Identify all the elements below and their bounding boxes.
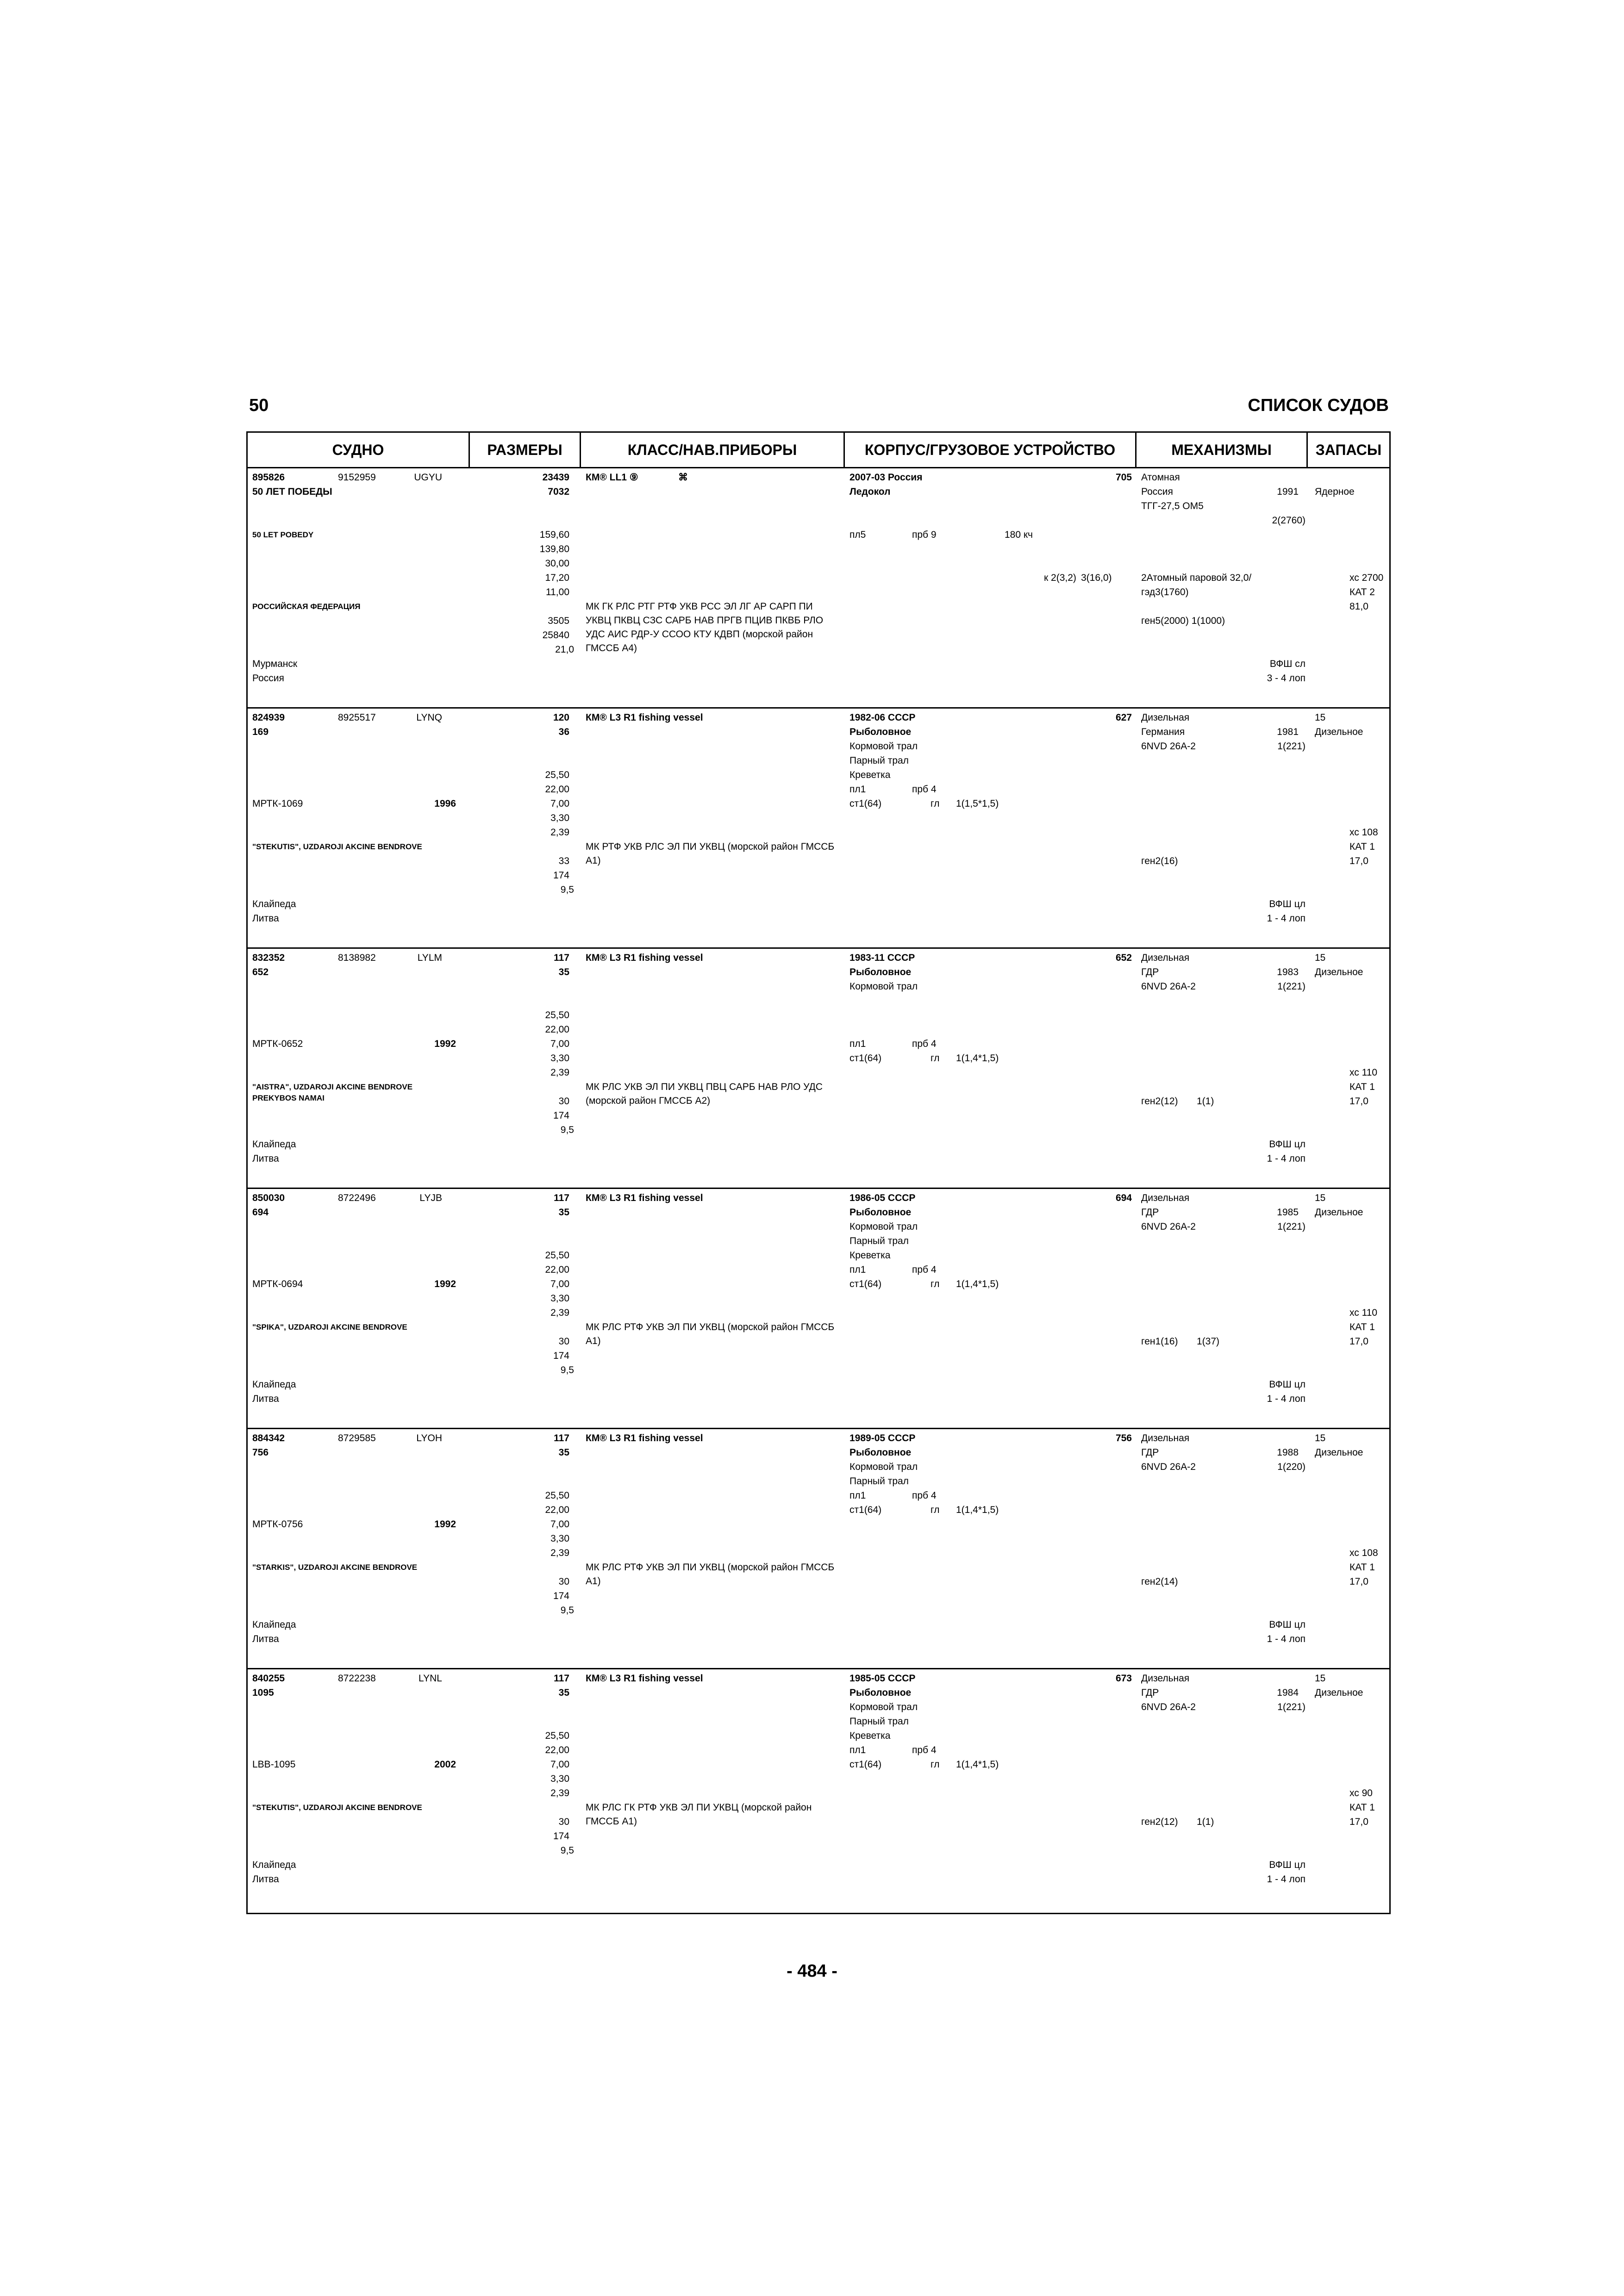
build-number: 652	[1115, 952, 1132, 963]
engine-country: ГДР	[1141, 1447, 1159, 1458]
imo-number: 8138982	[338, 952, 376, 963]
hull-id-year: 1992	[434, 1279, 456, 1289]
fishing-gear: Кормовой трал	[849, 1462, 918, 1472]
dimension-value: 22,00	[545, 1024, 569, 1035]
propeller-blades: 1 - 4 лоп	[1267, 1634, 1305, 1644]
engine-year: 1985	[1277, 1207, 1299, 1218]
propeller: ВФШ цл	[1269, 1619, 1305, 1630]
vessel-record	[248, 1668, 1389, 1911]
hull-param: ст1(64)	[849, 1759, 882, 1770]
register-number: 895826	[252, 472, 285, 483]
callsign: LYLM	[417, 952, 442, 963]
hull-param: гл	[931, 798, 940, 809]
vessel-record	[248, 707, 1389, 949]
vessel-latin-name: 50 LET POBEDY	[252, 530, 314, 539]
fishing-gear: Кормовой трал	[849, 741, 918, 752]
dimension-value: 9,5	[560, 884, 574, 895]
fishing-gear: Креветка	[849, 770, 891, 780]
vessel-type: Рыболовное	[849, 1447, 912, 1458]
fuel-type: Дизельное	[1315, 1207, 1363, 1218]
home-port: Клайпеда	[252, 899, 296, 909]
build-number: 705	[1115, 472, 1132, 483]
generators-aux: 1(1)	[1197, 1817, 1214, 1827]
supply-value: 17,0	[1349, 856, 1368, 866]
hull-param: пл5	[849, 529, 866, 540]
dimension-value: 30	[558, 1817, 569, 1827]
hull-param: прб 4	[912, 784, 937, 795]
imo-number: 8729585	[338, 1433, 376, 1444]
engine-power: 1(220)	[1277, 1462, 1305, 1472]
engine-type: Дизельная	[1141, 712, 1190, 723]
class-notation: КМ® L3 R1 fishing vessel	[586, 712, 703, 723]
dimension-value: 9,5	[560, 1365, 574, 1375]
dimension-value: 25,50	[545, 1730, 569, 1741]
vessel-record	[248, 1188, 1389, 1429]
build-date-country: 1986-05 СССР	[849, 1193, 916, 1203]
supply-value: 81,0	[1349, 601, 1368, 612]
hull-param: 180 кч	[1005, 529, 1033, 540]
dimension-value: 7,00	[550, 1759, 569, 1770]
engine-model: 6NVD 26A-2	[1141, 1221, 1196, 1232]
engine-power: 2(2760)	[1272, 515, 1305, 526]
owner-line-2: PREKYBOS NAMAI	[252, 1094, 325, 1102]
supply-xs: хс 110	[1349, 1307, 1378, 1318]
engine-year: 1983	[1277, 967, 1299, 977]
dimension-value: 25,50	[545, 1250, 569, 1261]
nav-equipment: МК РТФ УКВ РЛС ЭЛ ПИ УКВЦ (морской район ГМССБ А1)	[586, 841, 835, 866]
dimension-value: 174	[553, 1110, 569, 1121]
class-notation: КМ® LL1 ⑨	[586, 472, 638, 483]
engine-country: ГДР	[1141, 1207, 1159, 1218]
hull-param: 1(1,4*1,5)	[956, 1505, 999, 1515]
dimension-value: 25,50	[545, 770, 569, 780]
engine-country: Германия	[1141, 727, 1185, 737]
owner: "SPIKA", UZDAROJI AKCINE BENDROVE	[252, 1323, 407, 1332]
dimension-value: 25,50	[545, 1490, 569, 1501]
dimension-value: 3505	[548, 616, 569, 626]
vessel-type: Рыболовное	[849, 967, 912, 977]
dimension-value: 174	[553, 870, 569, 881]
owner: "STEKUTIS", UZDAROJI AKCINE BENDROVE	[252, 1803, 422, 1812]
dimension-value: 7,00	[550, 1279, 569, 1289]
engine-model: 6NVD 26A-2	[1141, 1702, 1196, 1712]
flag-country: Литва	[252, 1153, 279, 1164]
propeller-blades: 1 - 4 лоп	[1267, 1394, 1305, 1404]
imo-number: 9152959	[338, 472, 376, 483]
hull-param: пл1	[849, 1745, 866, 1755]
generators-aux: 1(1)	[1197, 1096, 1214, 1107]
supply-xs: хс 108	[1349, 1548, 1378, 1558]
fuel-type: Дизельное	[1315, 1447, 1363, 1458]
hull-id: МРТК-1069	[252, 798, 303, 809]
engine-country: Россия	[1141, 486, 1173, 497]
hull-param: прб 9	[912, 529, 937, 540]
vessel-record	[248, 467, 1389, 709]
hull-id: МРТК-0756	[252, 1519, 303, 1530]
dimension-value: 30,00	[545, 558, 569, 569]
hull-param: ст1(64)	[849, 1053, 882, 1064]
dimension-value: 2,39	[550, 1788, 569, 1798]
propeller-blades: 1 - 4 лоп	[1267, 1153, 1305, 1164]
owner: "AISTRA", UZDAROJI AKCINE BENDROVE	[252, 1083, 413, 1091]
fishing-gear: Парный трал	[849, 1476, 909, 1487]
supply-xs: хс 108	[1349, 827, 1378, 838]
vessel-type: Рыболовное	[849, 1687, 912, 1698]
hull-param: гл	[931, 1279, 940, 1289]
dimension-value: 36	[558, 727, 569, 737]
hull-param: пл1	[849, 1490, 866, 1501]
supply-category: КАТ 1	[1349, 1562, 1375, 1573]
dimension-value: 117	[554, 1673, 569, 1684]
hull-param: прб 4	[912, 1490, 937, 1501]
nav-equipment: МК РЛС УКВ ЭЛ ПИ УКВЦ ПВЦ САРБ НАВ РЛО УДС (морской район ГМССБ А2)	[586, 1082, 823, 1106]
dimension-value: 2,39	[550, 1067, 569, 1078]
imo-number: 8925517	[338, 712, 376, 723]
flag-country: Литва	[252, 1394, 279, 1404]
engine-year: 1988	[1277, 1447, 1299, 1458]
dimension-value: 22,00	[545, 784, 569, 795]
hull-param: 1(1,4*1,5)	[956, 1759, 999, 1770]
col-header-supplies: ЗАПАСЫ	[1315, 442, 1382, 458]
dimension-value: 30	[558, 1096, 569, 1107]
build-number: 694	[1115, 1193, 1132, 1203]
home-port: Мурманск	[252, 659, 298, 669]
hull-id: LBB-1095	[252, 1759, 296, 1770]
dimension-value: 3,30	[550, 1773, 569, 1784]
callsign: LYOH	[416, 1433, 442, 1444]
engine-model: ТГГ-27,5 ОМ5	[1141, 501, 1204, 511]
fishing-gear: Креветка	[849, 1730, 891, 1741]
page-title: СПИСОК СУДОВ	[1248, 396, 1389, 415]
hull-id-year: 2002	[434, 1759, 456, 1770]
generators: ген2(12)	[1141, 1817, 1178, 1827]
owner: РОССИЙСКАЯ ФЕДЕРАЦИЯ	[252, 602, 361, 611]
dimension-value: 159,60	[539, 529, 569, 540]
vessel-record	[248, 1428, 1389, 1669]
engine-type: Атомная	[1141, 472, 1180, 483]
dimension-value: 3,30	[550, 813, 569, 823]
supply-count: 15	[1315, 1673, 1326, 1684]
dimension-value: 17,20	[545, 572, 569, 583]
dimension-value: 7,00	[550, 1519, 569, 1530]
owner: "STARKIS", UZDAROJI AKCINE BENDROVE	[252, 1563, 418, 1572]
vessel-type: Ледокол	[849, 486, 891, 497]
fishing-gear: Креветка	[849, 1250, 891, 1261]
hull-param: прб 4	[912, 1264, 937, 1275]
supply-xs: хс 90	[1349, 1788, 1373, 1798]
vessel-name: 169	[252, 727, 269, 737]
nav-equipment: МК РЛС ГК РТФ УКВ ЭЛ ПИ УКВЦ (морской район ГМССБ А1)	[586, 1802, 812, 1827]
hull-param: прб 4	[912, 1039, 937, 1049]
col-header-hull: КОРПУС/ГРУЗОВОЕ УСТРОЙСТВО	[845, 433, 1137, 467]
dimension-value: 21,0	[555, 644, 574, 655]
dimension-value: 117	[554, 952, 569, 963]
vessel-type: Рыболовное	[849, 1207, 912, 1218]
register-number: 832352	[252, 952, 285, 963]
dimension-value: 35	[558, 1207, 569, 1218]
register-number: 884342	[252, 1433, 285, 1444]
dimension-value: 25840	[542, 630, 569, 641]
home-port: Клайпеда	[252, 1860, 296, 1870]
dimension-value: 35	[558, 1447, 569, 1458]
owner: "STEKUTIS", UZDAROJI AKCINE BENDROVE	[252, 842, 422, 851]
fishing-gear: Кормовой трал	[849, 981, 918, 992]
flag-country: Литва	[252, 1634, 279, 1644]
generators: ген2(12)	[1141, 1096, 1178, 1107]
fishing-gear: Парный трал	[849, 1236, 909, 1246]
hull-param: гл	[931, 1053, 940, 1064]
imo-number: 8722238	[338, 1673, 376, 1684]
dimension-value: 7,00	[550, 798, 569, 809]
generators: ген2(16)	[1141, 856, 1178, 866]
engine-type: Дизельная	[1141, 952, 1190, 963]
build-number: 627	[1115, 712, 1132, 723]
engine-model: 6NVD 26A-2	[1141, 981, 1196, 992]
vessel-type: Рыболовное	[849, 727, 912, 737]
vessel-record	[248, 947, 1389, 1189]
dimension-value: 117	[554, 1433, 569, 1444]
class-notation: КМ® L3 R1 fishing vessel	[586, 952, 703, 963]
hull-param: ст1(64)	[849, 798, 882, 809]
build-date-country: 1985-05 СССР	[849, 1673, 916, 1684]
class-notation: КМ® L3 R1 fishing vessel	[586, 1673, 703, 1684]
engine-year: 1991	[1277, 486, 1299, 497]
supply-count: 15	[1315, 712, 1326, 723]
supply-category: КАТ 1	[1349, 1322, 1375, 1332]
home-port: Клайпеда	[252, 1139, 296, 1150]
supply-count: 15	[1315, 1193, 1326, 1203]
fishing-gear: Парный трал	[849, 755, 909, 766]
fishing-gear: Парный трал	[849, 1716, 909, 1727]
dimension-value: 3,30	[550, 1533, 569, 1544]
engine-model: 6NVD 26A-2	[1141, 741, 1196, 752]
engine-model: 6NVD 26A-2	[1141, 1462, 1196, 1472]
dimension-value: 174	[553, 1591, 569, 1601]
dimension-value: 22,00	[545, 1505, 569, 1515]
nav-equipment: МК РЛС РТФ УКВ ЭЛ ПИ УКВЦ (морской район ГМССБ А1)	[586, 1562, 835, 1587]
class-notation: КМ® L3 R1 fishing vessel	[586, 1433, 703, 1444]
fuel-type: Дизельное	[1315, 1687, 1363, 1698]
callsign: LYJB	[419, 1193, 442, 1203]
engine-country: ГДР	[1141, 967, 1159, 977]
build-number: 673	[1115, 1673, 1132, 1684]
hull-id-year: 1996	[434, 798, 456, 809]
page-number: - 484 -	[787, 1961, 837, 1981]
supply-count: 15	[1315, 952, 1326, 963]
dimension-value: 9,5	[560, 1125, 574, 1135]
propeller-blades: 1 - 4 лоп	[1267, 913, 1305, 924]
hull-id-year: 1992	[434, 1519, 456, 1530]
propeller: ВФШ сл	[1269, 659, 1305, 669]
supply-xs: хс 110	[1349, 1067, 1378, 1078]
flag-country: Литва	[252, 1874, 279, 1885]
build-date-country: 1982-06 СССР	[849, 712, 916, 723]
engine-power: 1(221)	[1277, 741, 1305, 752]
col-header-class: КЛАСС/НАВ.ПРИБОРЫ	[581, 433, 845, 467]
engine-type: Дизельная	[1141, 1193, 1190, 1203]
home-port: Клайпеда	[252, 1619, 296, 1630]
dimension-value: 33	[558, 856, 569, 866]
callsign: LYNL	[418, 1673, 442, 1684]
propeller: ВФШ цл	[1269, 899, 1305, 909]
vessel-name: 694	[252, 1207, 269, 1218]
vessel-name: 50 ЛЕТ ПОБЕДЫ	[252, 486, 332, 497]
dimension-value: 35	[558, 967, 569, 977]
dimension-value: 9,5	[560, 1605, 574, 1616]
register-number: 824939	[252, 712, 285, 723]
supply-category: КАТ 2	[1349, 587, 1375, 597]
section-number: 50	[249, 396, 269, 415]
flag-country: Россия	[252, 673, 284, 684]
vessel-name: 652	[252, 967, 269, 977]
dimension-value: 7032	[548, 486, 569, 497]
dimension-value: 11,00	[546, 587, 569, 597]
supply-value: 17,0	[1349, 1336, 1368, 1347]
ship-list-table	[246, 431, 1391, 1914]
col-header-machinery: МЕХАНИЗМЫ	[1137, 433, 1308, 467]
engine-type: Дизельная	[1141, 1673, 1190, 1684]
engine-year: 1981	[1277, 727, 1299, 737]
home-port: Клайпеда	[252, 1379, 296, 1390]
engine-year: 1984	[1277, 1687, 1299, 1698]
supply-xs: хс 2700	[1349, 572, 1384, 583]
hull-param: ст1(64)	[849, 1279, 882, 1289]
callsign: UGYU	[414, 472, 442, 483]
fuel-type: Дизельное	[1315, 727, 1363, 737]
vessel-name: 756	[252, 1447, 269, 1458]
supply-count: 15	[1315, 1433, 1326, 1444]
dimension-value: 7,00	[550, 1039, 569, 1049]
hull-param: пл1	[849, 1039, 866, 1049]
engine-type: Дизельная	[1141, 1433, 1190, 1444]
engine-power: 1(221)	[1277, 1702, 1305, 1712]
supply-value: 17,0	[1349, 1096, 1368, 1107]
class-mark: ⌘	[678, 472, 688, 483]
hull-param: гл	[931, 1759, 940, 1770]
col-header-vessel: СУДНО	[248, 433, 470, 467]
hull-param: прб 4	[912, 1745, 937, 1755]
dimension-value: 25,50	[545, 1010, 569, 1020]
build-date-country: 1983-11 СССР	[849, 952, 915, 963]
build-number: 756	[1115, 1433, 1132, 1444]
engine-country: ГДР	[1141, 1687, 1159, 1698]
dimension-value: 120	[553, 712, 569, 723]
fuel-type: Дизельное	[1315, 967, 1363, 977]
fishing-gear: Кормовой трал	[849, 1221, 918, 1232]
table-header	[248, 433, 1389, 468]
hull-param: пл1	[849, 784, 866, 795]
dimension-value: 30	[558, 1576, 569, 1587]
dimension-value: 22,00	[545, 1264, 569, 1275]
generators: ген2(14)	[1141, 1576, 1178, 1587]
nav-equipment: МК РЛС РТФ УКВ ЭЛ ПИ УКВЦ (морской район ГМССБ А1)	[586, 1322, 835, 1346]
vessel-name: 1095	[252, 1687, 274, 1698]
propeller: ВФШ цл	[1269, 1860, 1305, 1870]
hull-id: МРТК-0694	[252, 1279, 303, 1289]
dimension-value: 174	[553, 1350, 569, 1361]
hull-param: пл1	[849, 1264, 866, 1275]
flag-country: Литва	[252, 913, 279, 924]
dimension-value: 3,30	[550, 1053, 569, 1064]
col-header-dimensions: РАЗМЕРЫ	[470, 433, 581, 467]
imo-number: 8722496	[338, 1193, 376, 1203]
supply-category: КАТ 1	[1349, 1802, 1375, 1813]
register-number: 840255	[252, 1673, 285, 1684]
dimension-value: 3,30	[550, 1293, 569, 1304]
register-number: 850030	[252, 1193, 285, 1203]
hull-param: к 2(3,2)	[1044, 572, 1076, 583]
class-notation: КМ® L3 R1 fishing vessel	[586, 1193, 703, 1203]
hull-id-year: 1992	[434, 1039, 456, 1049]
propeller: ВФШ цл	[1269, 1139, 1305, 1150]
build-date-country: 1989-05 СССР	[849, 1433, 916, 1444]
hull-param: гл	[931, 1505, 940, 1515]
engine-power: 1(221)	[1277, 1221, 1305, 1232]
dimension-value: 22,00	[545, 1745, 569, 1755]
dimension-value: 2,39	[550, 1548, 569, 1558]
dimension-value: 174	[553, 1831, 569, 1842]
dimension-value: 2,39	[550, 827, 569, 838]
generators-aux: 1(37)	[1197, 1336, 1220, 1347]
nav-equipment: МК ГК РЛС РТГ РТФ УКВ РСС ЭЛ ЛГ АР САРП ПИ УКВЦ ПКВЦ СЗС САРБ НАВ ПРГВ ПЦИВ ПКВБ РЛО УДС АИС РДР-У ССОО КТУ КДВП (морской район ГМССБ А4)	[586, 601, 824, 653]
dimension-value: 139,80	[539, 544, 569, 554]
generators: ген1(16)	[1141, 1336, 1178, 1347]
propeller: ВФШ цл	[1269, 1379, 1305, 1390]
dimension-value: 9,5	[560, 1845, 574, 1856]
hull-param: ст1(64)	[849, 1505, 882, 1515]
dimension-value: 23439	[542, 472, 569, 483]
hull-param: 3(16,0)	[1081, 572, 1112, 583]
dimension-value: 30	[558, 1336, 569, 1347]
hull-param: 1(1,4*1,5)	[956, 1279, 999, 1289]
supply-category: КАТ 1	[1349, 1082, 1375, 1092]
hull-id: МРТК-0652	[252, 1039, 303, 1049]
generators: ген5(2000) 1(1000)	[1141, 616, 1225, 626]
dimension-value: 2,39	[550, 1307, 569, 1318]
propeller-blades: 3 - 4 лоп	[1267, 673, 1305, 684]
engine-power: 1(221)	[1277, 981, 1305, 992]
propeller-blades: 1 - 4 лоп	[1267, 1874, 1305, 1885]
supply-category: КАТ 1	[1349, 841, 1375, 852]
supply-value: 17,0	[1349, 1576, 1368, 1587]
fishing-gear: Кормовой трал	[849, 1702, 918, 1712]
fuel-type: Ядерное	[1315, 486, 1355, 497]
dimension-value: 117	[554, 1193, 569, 1203]
engine-extra: 2Атомный паровой 32,0/	[1141, 572, 1252, 583]
engine-extra: гэд3(1760)	[1141, 587, 1189, 597]
hull-param: 1(1,4*1,5)	[956, 1053, 999, 1064]
hull-param: 1(1,5*1,5)	[956, 798, 999, 809]
supply-value: 17,0	[1349, 1817, 1368, 1827]
callsign: LYNQ	[416, 712, 442, 723]
build-date-country: 2007-03 Россия	[849, 472, 923, 483]
dimension-value: 35	[558, 1687, 569, 1698]
